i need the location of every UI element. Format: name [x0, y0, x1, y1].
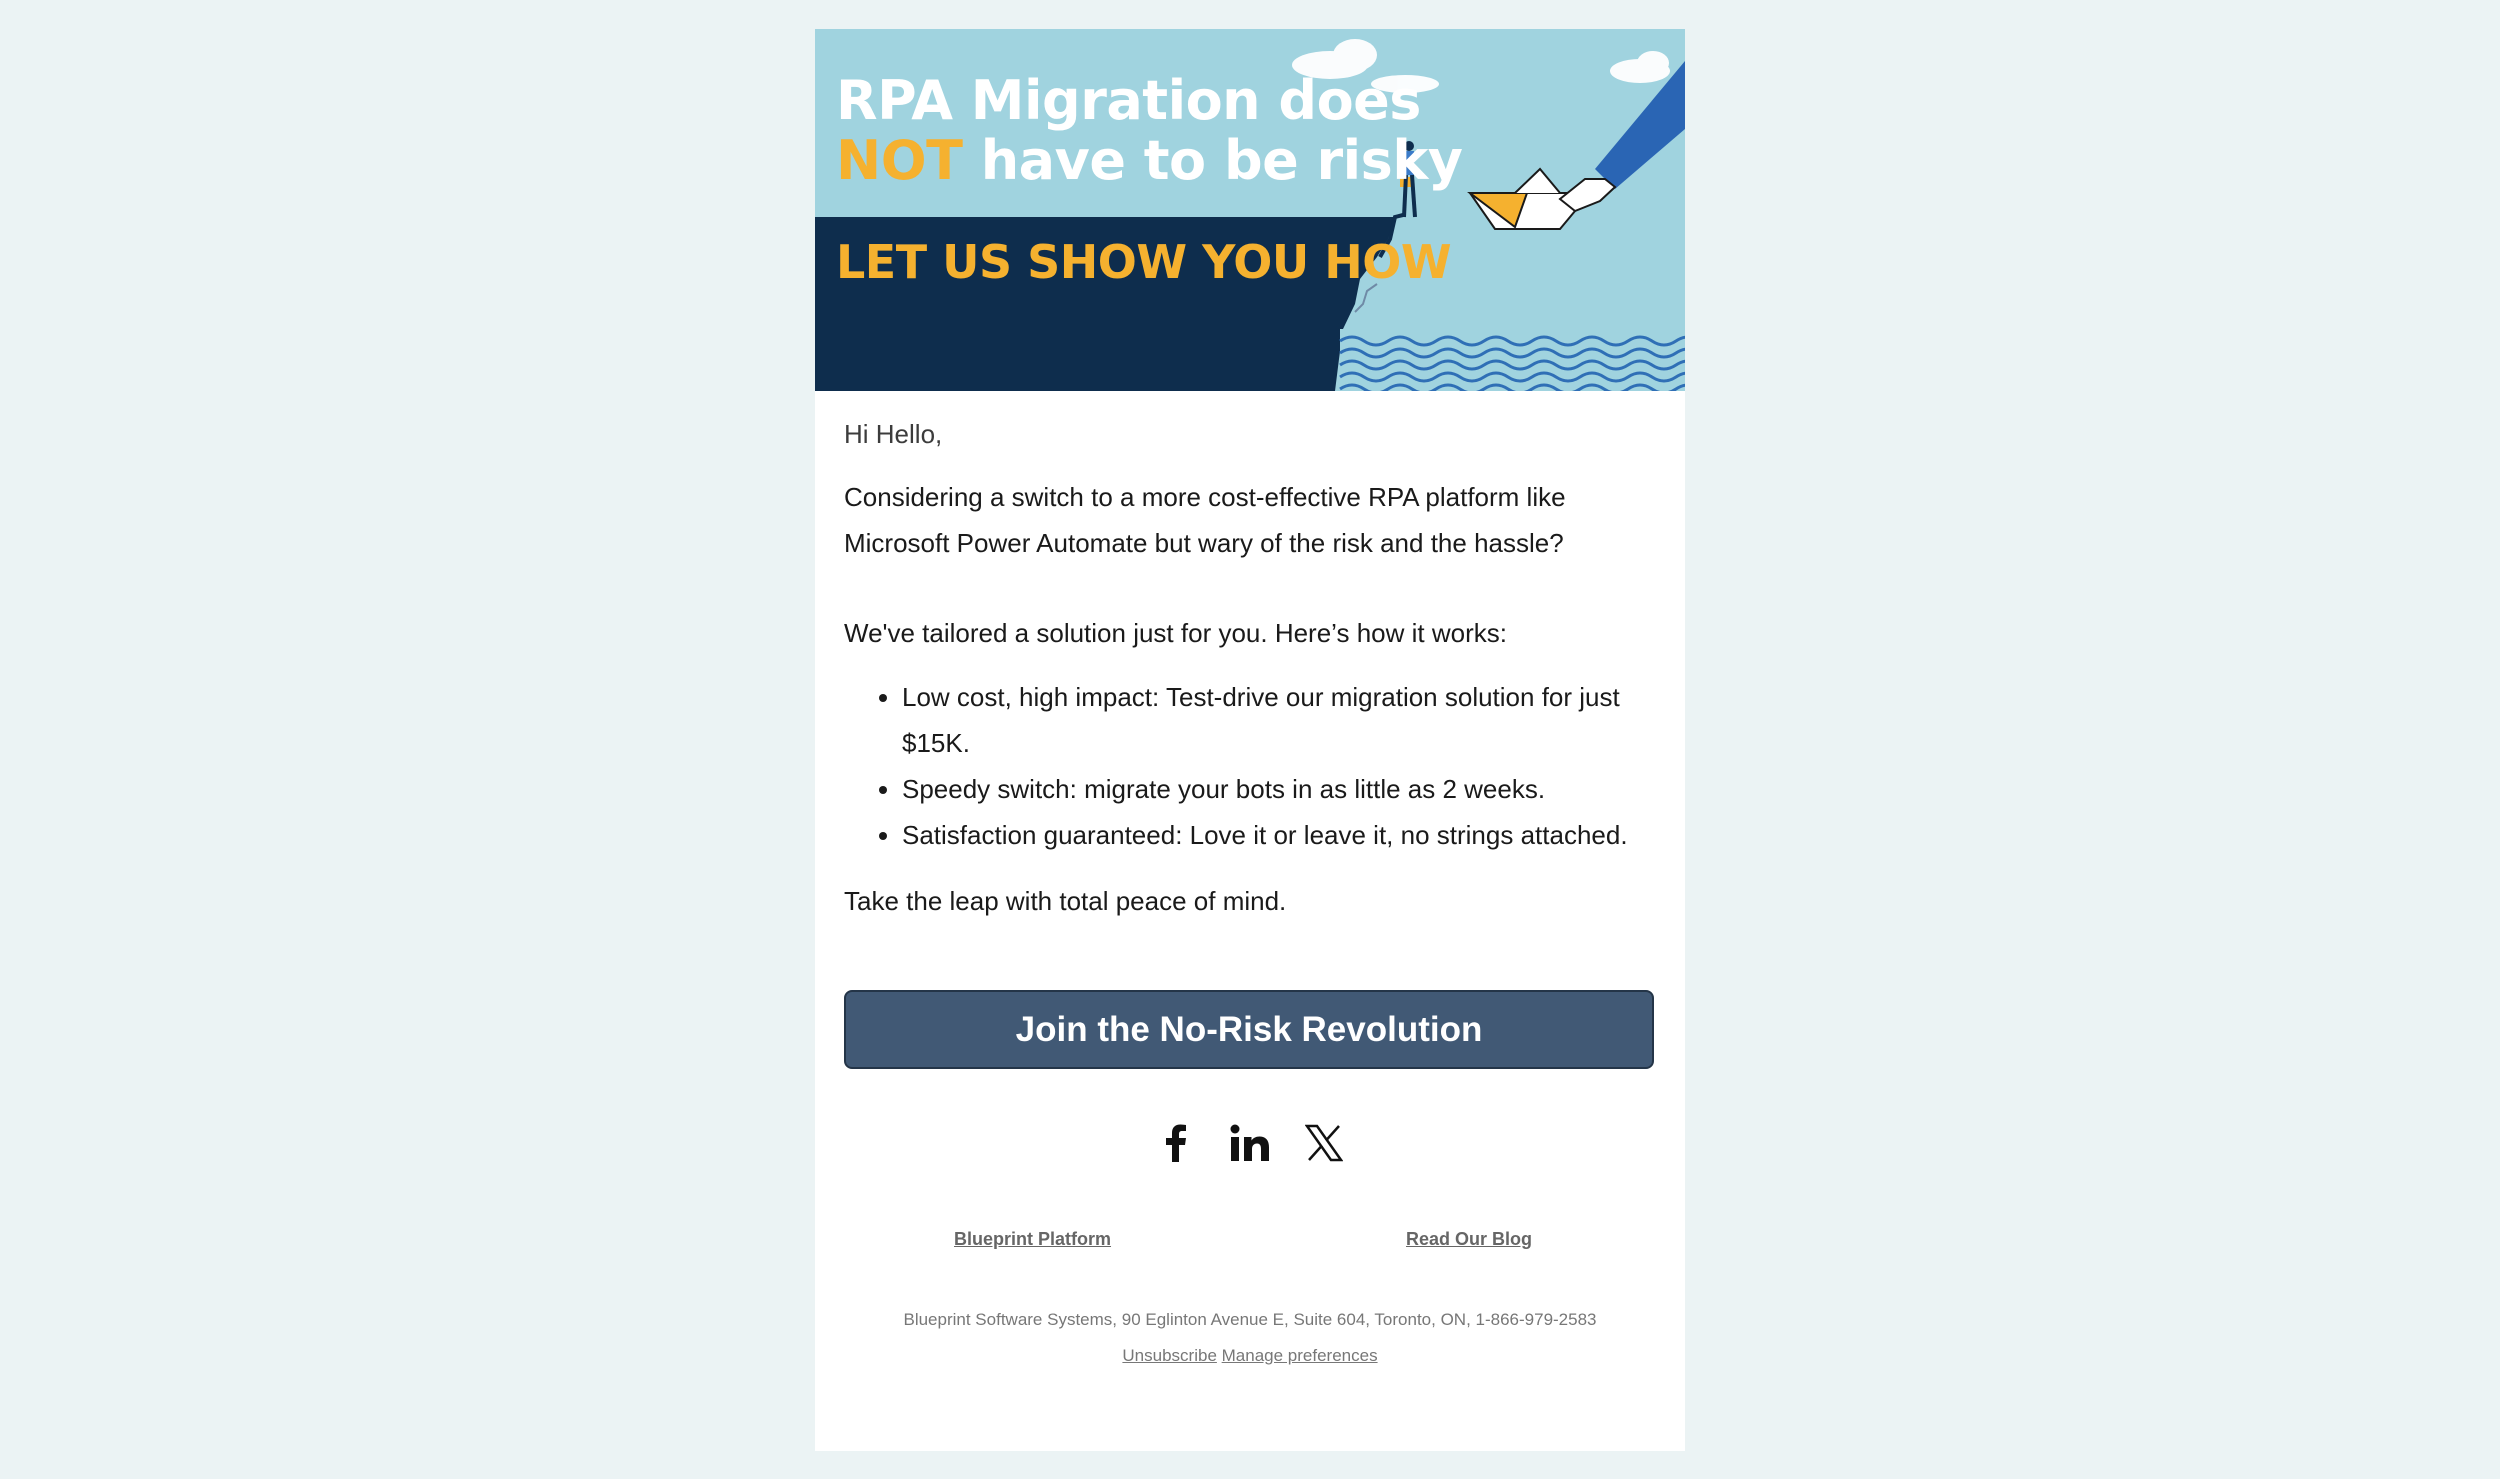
list-item: • Low cost, high impact: Test-drive our migration solution for just $15K.: [902, 674, 1656, 766]
blueprint-platform-link[interactable]: Blueprint Platform: [954, 1229, 1112, 1249]
x-link[interactable]: [1304, 1121, 1344, 1165]
list-item: • Satisfaction guaranteed: Love it or leave it, no strings attached.: [902, 812, 1656, 858]
benefits-list: [844, 674, 1656, 858]
email-body: [844, 419, 1656, 924]
company-address: Blueprint Software Systems, 90 Eglinton Avenue E, Suite 604, Toronto, ON, 1-866-979-2583: [903, 1310, 1597, 1329]
hero-headline-line2: [836, 129, 1462, 192]
linkedin-icon: [1230, 1124, 1270, 1162]
hero-banner: [815, 29, 1685, 391]
x-icon: [1305, 1124, 1343, 1162]
email-container: [815, 29, 1685, 1451]
hero-highlight-word: NOT: [836, 129, 963, 192]
manage-preferences-link[interactable]: Manage preferences: [1221, 1346, 1378, 1365]
email-footer: [815, 1310, 1685, 1366]
greeting: Hi Hello,: [844, 419, 943, 449]
unsubscribe-link[interactable]: Unsubscribe: [1122, 1346, 1217, 1365]
list-item: • Speedy switch: migrate your bots in as little as 2 weeks.: [902, 766, 1656, 812]
closing-paragraph: Take the leap with total peace of mind.: [844, 886, 1287, 916]
footer-actions: [815, 1346, 1685, 1366]
facebook-icon: [1165, 1124, 1187, 1162]
hero-headline-line1: RPA Migration does: [836, 69, 1421, 132]
linkedin-link[interactable]: [1230, 1121, 1270, 1165]
hero-subheadline: LET US SHOW YOU HOW: [836, 235, 1452, 289]
facebook-link[interactable]: [1156, 1121, 1196, 1165]
social-links: [815, 1121, 1685, 1165]
hero-headline-line2-rest: have to be risky: [962, 129, 1463, 192]
lead-paragraph: We've tailored a solution just for you. Here’s how it works:: [844, 618, 1507, 648]
read-blog-link[interactable]: Read Our Blog: [1406, 1229, 1533, 1249]
intro-paragraph: Considering a switch to a more cost-effective RPA platform like Microsoft Power Automate but wary of the risk and the hassle?: [844, 482, 1566, 558]
join-revolution-button[interactable]: Join the No-Risk Revolution: [844, 990, 1654, 1069]
